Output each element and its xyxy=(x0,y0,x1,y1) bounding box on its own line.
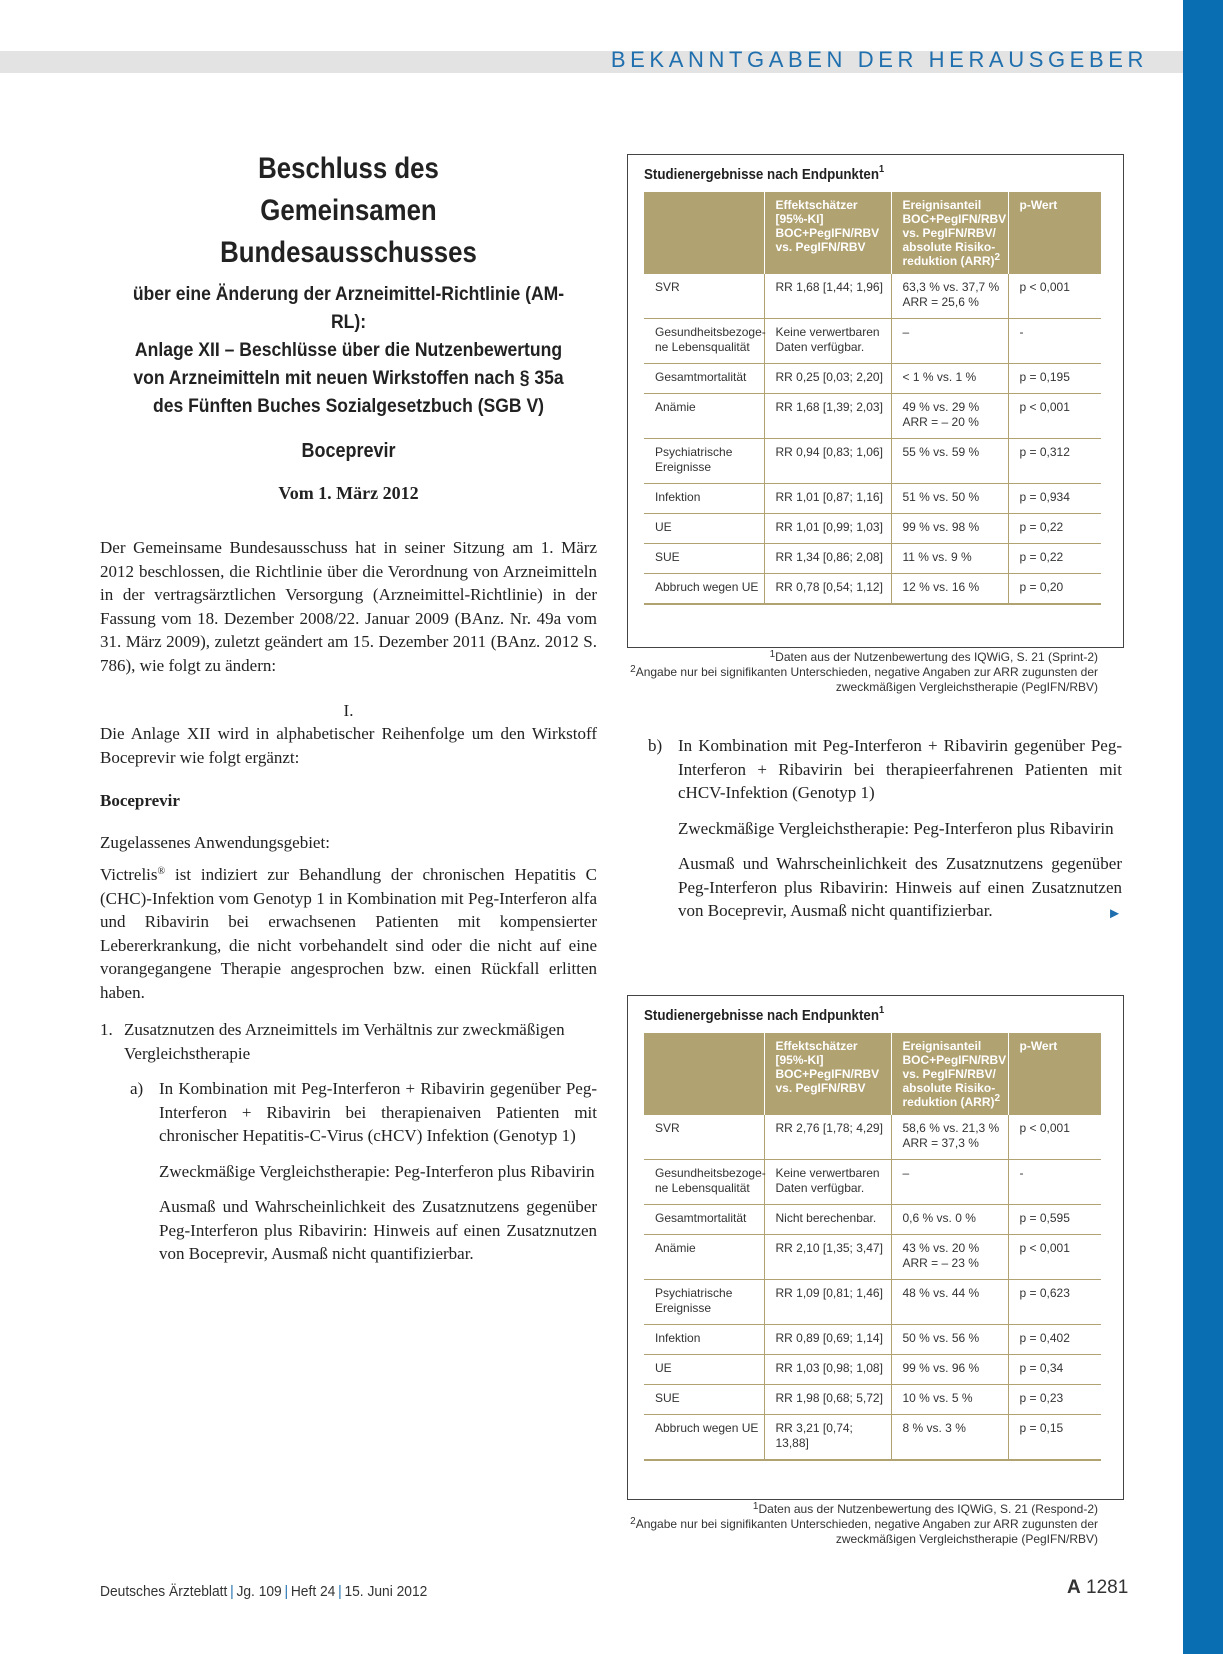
header-pvalue: p-Wert xyxy=(1008,192,1101,274)
header-effect: Effektschätzer [95%-KI] BOC+PegIFN/RBV vs. PegIFN/RBV xyxy=(764,192,891,274)
cell-event: 99 % vs. 96 % xyxy=(891,1355,1008,1385)
table-footnotes-2 xyxy=(608,1502,1098,1547)
cell-pvalue: - xyxy=(1008,1160,1101,1205)
cell-event: 0,6 % vs. 0 % xyxy=(891,1205,1008,1235)
cell-event: 63,3 % vs. 37,7 % ARR = 25,6 % xyxy=(891,274,1008,319)
header-event-text: Ereignisanteil BOC+PegIFN/RBV vs. PegIFN/RBV/ absolute Risiko-reduktion (ARR) xyxy=(902,198,1007,268)
footnote-text: Angabe nur bei signifikanten Unterschieden, negative Angaben zur ARR zugunsten der zweckmäßigen Vergleichstherapie (PegIFN/RBV) xyxy=(635,665,1098,694)
cell-effect: Keine verwertbaren Daten verfügbar. xyxy=(764,319,891,364)
indication-text: ist indiziert zur Behandlung der chronischen Hepatitis C (CHC)-Infektion vom Genotyp 1 in Kombination mit Peg-Interferon alfa und Ribavirin bei erwachsenen Patienten mit kompensierter Lebererkrankung, die nicht vorbehandelt sind oder die nicht auf eine vorangegangene Therapie angesprochen bzw. einen Rückfall erlitten haben. xyxy=(100,865,597,1002)
cell-effect: RR 3,21 [0,74; 13,88] xyxy=(764,1415,891,1461)
cell-endpoint: Infektion xyxy=(644,1325,764,1355)
cell-effect: RR 0,94 [0,83; 1,06] xyxy=(764,439,891,484)
list-item-b-block xyxy=(648,734,1122,927)
table-row xyxy=(644,1415,1101,1461)
extent-text-content: Ausmaß und Wahrscheinlichkeit des Zusatznutzens gegenüber Peg-Interferon plus Ribavirin: Hinweis auf einen Zusatznutzen von Boceprevir, Ausmaß nicht quantifizierbar. xyxy=(678,854,1122,920)
cell-pvalue: p < 0,001 xyxy=(1008,394,1101,439)
table-header-row xyxy=(644,192,1101,274)
list-item-b xyxy=(648,734,1122,805)
cell-pvalue: p = 0,595 xyxy=(1008,1205,1101,1235)
page-number xyxy=(1067,1577,1128,1599)
header-event-text: Ereignisanteil BOC+PegIFN/RBV vs. PegIFN/RBV/ absolute Risiko-reduktion (ARR) xyxy=(902,1039,1007,1109)
cell-pvalue: p = 0,402 xyxy=(1008,1325,1101,1355)
cell-event: 12 % vs. 16 % xyxy=(891,574,1008,605)
table-title xyxy=(644,164,1085,183)
table-title-text: Studienergebnisse nach Endpunkten xyxy=(644,1008,879,1024)
header-endpoint xyxy=(644,1033,764,1115)
cell-effect: RR 1,03 [0,98; 1,08] xyxy=(764,1355,891,1385)
cell-event: 58,6 % vs. 21,3 % ARR = 37,3 % xyxy=(891,1115,1008,1160)
cell-endpoint: Gesamtmortalität xyxy=(644,364,764,394)
cell-pvalue: p = 0,34 xyxy=(1008,1355,1101,1385)
cell-event: < 1 % vs. 1 % xyxy=(891,364,1008,394)
results-table xyxy=(644,192,1101,605)
page-subtitle xyxy=(125,280,572,420)
list-letter: b) xyxy=(648,736,663,755)
cell-effect: RR 2,76 [1,78; 4,29] xyxy=(764,1115,891,1160)
cell-event: 55 % vs. 59 % xyxy=(891,439,1008,484)
title-line: Gemeinsamen Bundesausschusses xyxy=(220,194,477,269)
list-letter: a) xyxy=(130,1079,144,1098)
cell-event: 48 % vs. 44 % xyxy=(891,1280,1008,1325)
footnote-1: $^1$Daten aus der Nutzenbewertung des IQWiG, S. 21 (Sprint-2) xyxy=(769,649,1098,664)
continue-arrow-icon: ► xyxy=(1107,906,1122,922)
table-row xyxy=(644,319,1101,364)
results-table-box-2 xyxy=(627,995,1124,1500)
subtitle-line: von Arzneimitteln mit neuen Wirkstoffen nach § 35a xyxy=(133,367,564,389)
table-row xyxy=(644,544,1101,574)
cell-endpoint: UE xyxy=(644,514,764,544)
cell-endpoint: Anämie xyxy=(644,1235,764,1280)
cell-event: 8 % vs. 3 % xyxy=(891,1415,1008,1461)
intro-paragraph: Der Gemeinsame Bundesausschuss hat in seiner Sitzung am 1. März 2012 beschlossen, die Richtlinie über die Verordnung von Arzneimitteln in der vertragsärztlichen Versorgung (Arzneimittel-Richtlinie) in der Fassung vom 18. Dezember 2008/22. Januar 2009 (BAnz. Nr. 49a vom 31. März 2009), zuletzt geändert am 15. Dezember 2011 (BAnz. 2012 S. 786), wie folgt zu ändern: xyxy=(100,538,597,675)
cell-event: – xyxy=(891,319,1008,364)
cell-effect: RR 0,25 [0,03; 2,20] xyxy=(764,364,891,394)
cell-effect: RR 1,34 [0,86; 2,08] xyxy=(764,544,891,574)
cell-endpoint: Abbruch wegen UE xyxy=(644,1415,764,1461)
cell-pvalue: p = 0,934 xyxy=(1008,484,1101,514)
cell-endpoint: Psychiatrische Ereignisse xyxy=(644,1280,764,1325)
list-text: In Kombination mit Peg-Interferon + Ribavirin gegenüber Peg-Interferon + Ribavirin bei therapienaiven Patienten mit chronischer Hepatitis-C-Virus (cHCV) Infektion (Genotyp 1) xyxy=(159,1079,597,1145)
decision-date: Vom 1. März 2012 xyxy=(278,483,419,503)
footnote-2: $^2$Angabe nur bei signifikanten Unterschieden, negative Angaben zur ARR zugunsten der zweckmäßigen Vergleichstherapie (PegIFN/RBV) xyxy=(630,1516,1098,1546)
footnote-mark: 1 xyxy=(878,1005,885,1016)
cell-pvalue: p = 0,22 xyxy=(1008,514,1101,544)
journal-issue: Heft 24 xyxy=(290,1583,336,1600)
cell-event: 11 % vs. 9 % xyxy=(891,544,1008,574)
cell-endpoint: SUE xyxy=(644,1385,764,1415)
results-table-box-1 xyxy=(627,154,1124,648)
header-event xyxy=(891,1033,1008,1115)
page-footer: Deutsches Ärzteblatt | Jg. 109 | Heft 24 | 15. Juni 2012 xyxy=(100,1583,428,1600)
cell-event: 43 % vs. 20 % ARR = – 23 % xyxy=(891,1235,1008,1280)
cell-effect: RR 1,01 [0,87; 1,16] xyxy=(764,484,891,514)
table-title-text: Studienergebnisse nach Endpunkten xyxy=(644,167,879,183)
table-row xyxy=(644,484,1101,514)
extent-text: Ausmaß und Wahrscheinlichkeit des Zusatznutzens gegenüber Peg-Interferon plus Ribavirin: Hinweis auf einen Zusatznutzen von Boceprevir, Ausmaß nicht quantifizierbar. xyxy=(159,1197,597,1263)
table-row xyxy=(644,1235,1101,1280)
cell-event: 99 % vs. 98 % xyxy=(891,514,1008,544)
cell-pvalue: p < 0,001 xyxy=(1008,1115,1101,1160)
comparator-text: Zweckmäßige Vergleichstherapie: Peg-Interferon plus Ribavirin xyxy=(678,818,1114,838)
cell-effect: RR 1,01 [0,99; 1,03] xyxy=(764,514,891,544)
list-item-a xyxy=(130,1077,597,1148)
brand-name: Victrelis xyxy=(100,865,158,884)
cell-endpoint: Psychiatrische Ereignisse xyxy=(644,439,764,484)
cell-effect: RR 0,89 [0,69; 1,14] xyxy=(764,1325,891,1355)
cell-endpoint: SVR xyxy=(644,274,764,319)
cell-endpoint: Gesundheitsbezoge- ne Lebensqualität xyxy=(644,319,764,364)
cell-pvalue: p = 0,312 xyxy=(1008,439,1101,484)
table-row xyxy=(644,1160,1101,1205)
cell-endpoint: Gesamtmortalität xyxy=(644,1205,764,1235)
comparator-text: Zweckmäßige Vergleichstherapie: Peg-Interferon plus Ribavirin xyxy=(159,1161,595,1181)
footnote-text: Daten aus der Nutzenbewertung des IQWiG, S. 21 (Respond-2) xyxy=(758,1502,1098,1516)
page-number-value: 1281 xyxy=(1086,1577,1129,1598)
page-prefix: A xyxy=(1067,1577,1081,1598)
cell-endpoint: Gesundheitsbezoge- ne Lebensqualität xyxy=(644,1160,764,1205)
journal-name: Deutsches Ärzteblatt xyxy=(100,1583,228,1600)
header-pvalue: p-Wert xyxy=(1008,1033,1101,1115)
footnote-mark: 2 xyxy=(994,252,1001,263)
header-effect: Effektschätzer [95%-KI] BOC+PegIFN/RBV vs. PegIFN/RBV xyxy=(764,1033,891,1115)
cell-effect: RR 2,10 [1,35; 3,47] xyxy=(764,1235,891,1280)
cell-pvalue: p < 0,001 xyxy=(1008,274,1101,319)
header-event xyxy=(891,192,1008,274)
subtitle-line: Anlage XII – Beschlüsse über die Nutzenbewertung xyxy=(134,339,563,361)
cell-event: 50 % vs. 56 % xyxy=(891,1325,1008,1355)
table-row xyxy=(644,514,1101,544)
indication-label: Zugelassenes Anwendungsgebiet: xyxy=(100,833,330,852)
registered-mark: ® xyxy=(157,866,166,877)
list-text: Zusatznutzen des Arzneimittels im Verhältnis zur zweckmäßigen Vergleichstherapie xyxy=(124,1020,565,1063)
list-item-1 xyxy=(100,1018,597,1065)
cell-event: 10 % vs. 5 % xyxy=(891,1385,1008,1415)
page-title xyxy=(135,148,562,274)
journal-date: 15. Juni 2012 xyxy=(344,1583,428,1600)
cell-pvalue: p = 0,23 xyxy=(1008,1385,1101,1415)
cell-effect: RR 1,98 [0,68; 5,72] xyxy=(764,1385,891,1415)
table-row xyxy=(644,1280,1101,1325)
cell-endpoint: Infektion xyxy=(644,484,764,514)
extent-text xyxy=(678,852,1122,923)
cell-effect: Nicht berechenbar. xyxy=(764,1205,891,1235)
cell-pvalue: p = 0,195 xyxy=(1008,364,1101,394)
footnote-1: $^1$Daten aus der Nutzenbewertung des IQWiG, S. 21 (Respond-2) xyxy=(752,1501,1098,1516)
cell-endpoint: UE xyxy=(644,1355,764,1385)
table-header-row xyxy=(644,1033,1101,1115)
footnote-text: Angabe nur bei signifikanten Unterschieden, negative Angaben zur ARR zugunsten der zweckmäßigen Vergleichstherapie (PegIFN/RBV) xyxy=(635,1517,1098,1546)
drug-name: Boceprevir xyxy=(301,440,396,462)
footnote-mark: 2 xyxy=(994,1093,1001,1104)
table-row xyxy=(644,1325,1101,1355)
drug-heading: Boceprevir xyxy=(100,791,180,810)
indication-paragraph xyxy=(100,863,597,1004)
table-row xyxy=(644,364,1101,394)
cell-effect: RR 0,78 [0,54; 1,12] xyxy=(764,574,891,605)
header-endpoint xyxy=(644,192,764,274)
section-header: BEKANNTGABEN DER HERAUSGEBER xyxy=(610,47,1148,72)
footnote-text: Daten aus der Nutzenbewertung des IQWiG, S. 21 (Sprint-2) xyxy=(775,650,1098,664)
left-column xyxy=(100,148,597,1266)
table-row xyxy=(644,574,1101,605)
section-number: I. xyxy=(343,701,354,720)
footnote-2: $^2$Angabe nur bei signifikanten Unterschieden, negative Angaben zur ARR zugunsten der zweckmäßigen Vergleichstherapie (PegIFN/RBV) xyxy=(630,664,1098,694)
table-row xyxy=(644,394,1101,439)
section-paragraph: Die Anlage XII wird in alphabetischer Reihenfolge um den Wirkstoff Boceprevir wie folgt ergänzt: xyxy=(100,724,597,767)
cell-pvalue: p = 0,20 xyxy=(1008,574,1101,605)
table-row xyxy=(644,1355,1101,1385)
side-accent-bar xyxy=(1183,0,1223,1654)
cell-effect: RR 1,68 [1,39; 2,03] xyxy=(764,394,891,439)
table-footnotes-1 xyxy=(608,650,1098,695)
cell-endpoint: SUE xyxy=(644,544,764,574)
table-row xyxy=(644,1205,1101,1235)
cell-pvalue: p = 0,623 xyxy=(1008,1280,1101,1325)
table-row xyxy=(644,1115,1101,1160)
table-row xyxy=(644,1385,1101,1415)
footnote-mark: 1 xyxy=(878,164,885,175)
cell-endpoint: Anämie xyxy=(644,394,764,439)
cell-effect: Keine verwertbaren Daten verfügbar. xyxy=(764,1160,891,1205)
cell-pvalue: p = 0,15 xyxy=(1008,1415,1101,1461)
cell-pvalue: p < 0,001 xyxy=(1008,1235,1101,1280)
subtitle-line: über eine Änderung der Arzneimittel-Richtlinie (AM-RL): xyxy=(132,283,565,333)
cell-endpoint: Abbruch wegen UE xyxy=(644,574,764,605)
cell-event: – xyxy=(891,1160,1008,1205)
cell-endpoint: SVR xyxy=(644,1115,764,1160)
results-table xyxy=(644,1033,1101,1461)
list-number: 1. xyxy=(100,1020,113,1039)
cell-event: 51 % vs. 50 % xyxy=(891,484,1008,514)
cell-event: 49 % vs. 29 % ARR = – 20 % xyxy=(891,394,1008,439)
table-row xyxy=(644,439,1101,484)
cell-pvalue: p = 0,22 xyxy=(1008,544,1101,574)
list-text: In Kombination mit Peg-Interferon + Ribavirin gegenüber Peg-Interferon + Ribavirin bei therapieerfahrenen Patienten mit cHCV-Infektion (Genotyp 1) xyxy=(678,736,1122,802)
journal-volume: Jg. 109 xyxy=(236,1583,282,1600)
table-title xyxy=(644,1005,1085,1024)
cell-pvalue: - xyxy=(1008,319,1101,364)
cell-effect: RR 1,09 [0,81; 1,46] xyxy=(764,1280,891,1325)
title-line: Beschluss des xyxy=(258,152,439,185)
table-row xyxy=(644,274,1101,319)
cell-effect: RR 1,68 [1,44; 1,96] xyxy=(764,274,891,319)
subtitle-line: des Fünften Buches Sozialgesetzbuch (SGB V) xyxy=(152,395,545,417)
